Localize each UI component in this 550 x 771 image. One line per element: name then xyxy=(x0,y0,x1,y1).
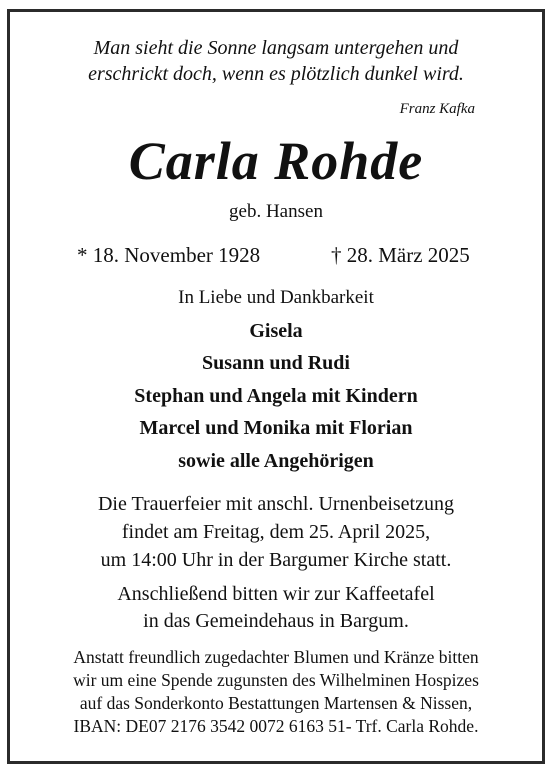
mourner-name: Susann und Rudi xyxy=(202,352,350,374)
birth-name: geb. Hansen xyxy=(229,201,323,222)
donation-info-line: IBAN: DE07 2176 3542 0072 6163 51- Trf. Carla Rohde. xyxy=(73,716,479,736)
mourner-name: Gisela xyxy=(249,320,303,342)
mourner-name: Stephan und Angela mit Kindern xyxy=(134,385,418,407)
obituary-notice xyxy=(7,9,545,764)
funeral-info-line: Die Trauerfeier mit anschl. Urnenbeisetzung xyxy=(97,493,454,515)
quote-line-1: Man sieht die Sonne langsam untergehen und xyxy=(93,37,459,59)
mourners-intro: In Liebe und Dankbarkeit xyxy=(178,287,374,308)
donation-info-line: auf das Sonderkonto Bestattungen Martensen & Nissen, xyxy=(79,693,473,713)
mourner-name: sowie alle Angehörigen xyxy=(178,450,374,472)
quote-line-2: erschrickt doch, wenn es plötzlich dunkel wird. xyxy=(88,63,464,85)
birth-date: * 18. November 1928 xyxy=(77,243,261,267)
reception-info-line: Anschließend bitten wir zur Kaffeetafel xyxy=(117,583,435,605)
deceased-name: Carla Rohde xyxy=(128,131,424,191)
mourner-name: Marcel und Monika mit Florian xyxy=(139,417,413,439)
death-date: † 28. März 2025 xyxy=(331,243,470,267)
funeral-info-line: um 14:00 Uhr in der Bargumer Kirche statt. xyxy=(100,549,452,571)
donation-info-line: Anstatt freundlich zugedachter Blumen und Kränze bitten xyxy=(73,647,479,667)
funeral-info-line: findet am Freitag, dem 25. April 2025, xyxy=(121,521,431,543)
quote-author: Franz Kafka xyxy=(399,101,475,117)
donation-info-line: wir um eine Spende zugunsten des Wilhelminen Hospizes xyxy=(73,670,479,690)
reception-info-line: in das Gemeindehaus in Bargum. xyxy=(143,610,409,632)
